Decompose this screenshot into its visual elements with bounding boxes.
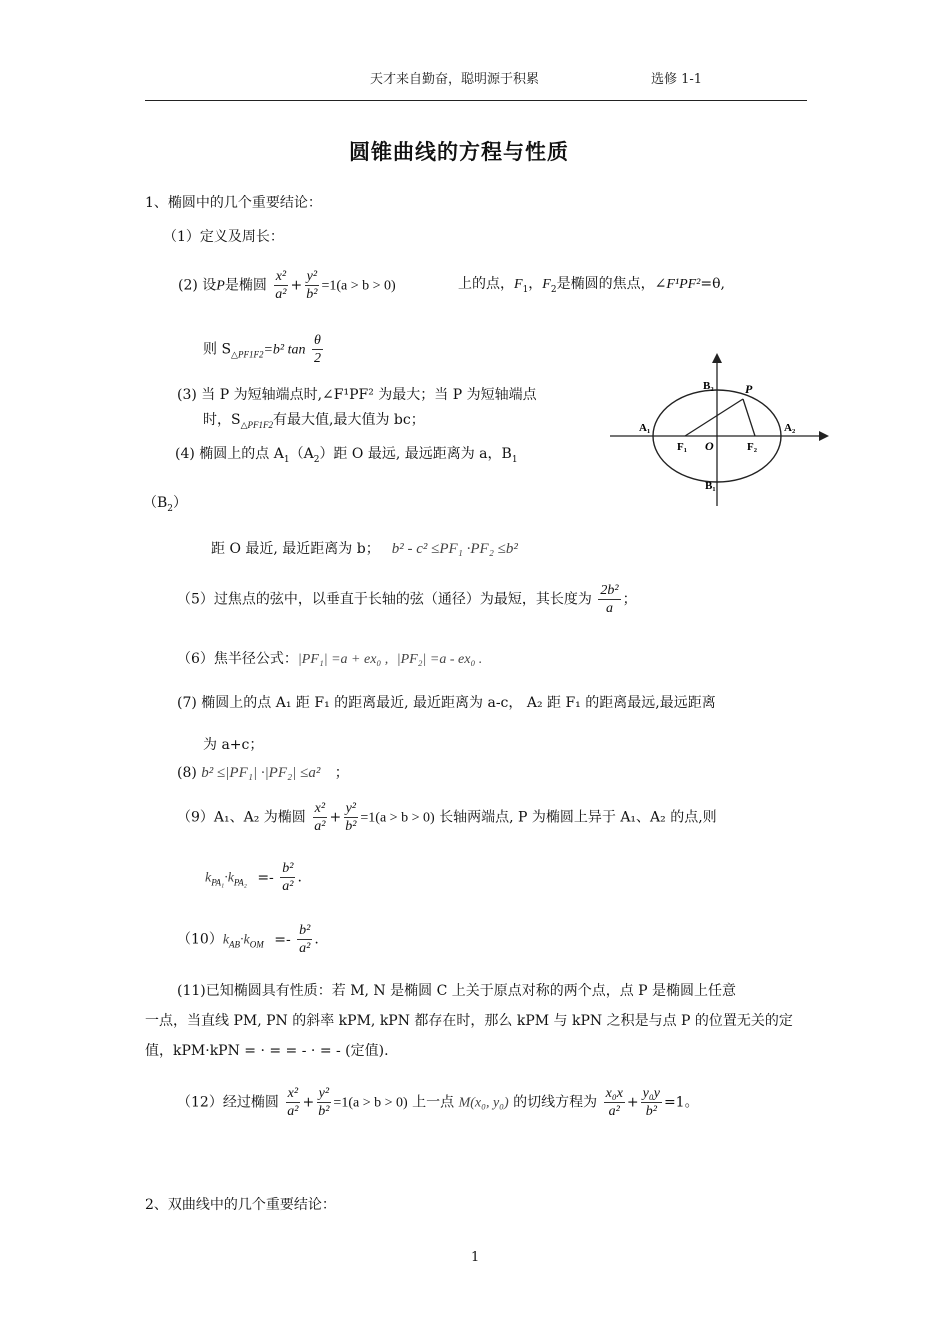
segment-pf1 — [685, 399, 743, 436]
page-number: 1 — [471, 1250, 480, 1265]
item-5: （5）过焦点的弦中，以垂直于长轴的弦（通径）为最短，其长度为 $\frac{\text{2b²}}{a}$ ； — [177, 583, 637, 616]
item-11-line2: 一点，当直线 PM, PN 的斜率 kPM, kPN 都存在时，那么 kPM 与 kPN 之积是与点 P 的位置无关的定 — [145, 1013, 793, 1029]
item-2-line: (2) 设P是椭圆 $\frac{\text{x²}}{\text{a²}}$ + $\frac{\text{y²}}{\text{b²}}$ =1(a > b > 0) — [178, 269, 396, 302]
item-3-line2: 时，$S_{\triangle PF1F2}$有最大值,最大值为 bc； — [203, 412, 425, 430]
item-12: （12）经过椭圆 $\frac{\text{x²}}{\text{a²}}$ + $\frac{\text{y²}}{\text{b²}}$ =1(a > b > 0) 上一点 M(x₀, y₀) 的切线方程为 $\frac{\text{x₀x}}{\text{a²}}$ + $\frac{\text{y₀y}}{\text{b²}}$ =1。 — [177, 1086, 699, 1119]
segment-pf2 — [743, 399, 755, 436]
item-11-line1: (11)已知椭圆具有性质：若 M, N 是椭圆 C 上关于原点对称的两个点，点 P 是椭圆上任意 — [177, 983, 737, 999]
ellipse-fraction-x: $\frac{\text{x²}}{\text{a²}}$ — [275, 269, 287, 302]
label-a2: A₂ — [784, 422, 796, 434]
item-4-line1: (4) 椭圆上的点 $A_1(A_2)$距 O 最远, 最远距离为 a，$B_1$ — [175, 446, 518, 465]
item-3-line1: (3) 当 P 为短轴端点时,∠F¹PF² 为最大；当 P 为短轴端点 — [177, 387, 537, 403]
label-a1: A₁ — [639, 422, 651, 434]
item-7-line2: 为 a+c； — [203, 737, 264, 753]
item-6: （6）焦半径公式：|PF₁| =a + ex₀ , |PF₂| =a - ex₀ . — [177, 651, 483, 667]
header-motto: 天才来自勤奋，聪明源于积累 — [370, 72, 540, 87]
item-7-line1: (7) 椭圆上的点 A₁ 距 F₁ 的距离最近, 最近距离为 a-c， A₂ 距 F₁ 的距离最远,最远距离 — [177, 695, 716, 711]
label-p: P — [745, 382, 753, 396]
label-f1: F₁ — [677, 441, 688, 453]
item-9-slope-product: $k_{PA_1}\cdot k_{PA_2}$ =- $\frac{\text{b²}}{\text{a²}}$ . — [205, 861, 302, 894]
item-4-line2: $(B_2)$ — [143, 495, 188, 514]
label-b2: B₂ — [703, 380, 714, 392]
item-2-tail: 上的点，$F_1$，$F_2$是椭圆的焦点，∠F¹PF²=θ, — [458, 276, 725, 295]
section-heading-hyperbola: 2、双曲线中的几个重要结论： — [145, 1197, 336, 1213]
item-9-line1: （9）A₁、A₂ 为椭圆 $\frac{\text{x²}}{\text{a²}}$ + $\frac{\text{y²}}{\text{b²}}$ =1(a > b > 0) 长轴两端点, P 为椭圆上异于 A₁、A₂ 的点,则 — [177, 801, 717, 834]
ellipse-diagram — [605, 352, 835, 512]
page-title: 圆锥曲线的方程与性质 — [349, 139, 569, 164]
item-2-area-formula: 则 $S_{\triangle PF1F2}=b^2$ tan $\frac{\theta}{2}$ — [203, 333, 321, 366]
label-o: O — [705, 439, 714, 453]
y-axis-arrow-icon — [712, 353, 722, 363]
label-f2: F₂ — [747, 441, 758, 453]
label-b1: B₁ — [705, 480, 716, 492]
ellipse-fraction-y: $\frac{\text{y²}}{\text{b²}}$ — [306, 269, 318, 302]
header-rule — [145, 100, 807, 101]
item-8: (8) b² ≤|PF₁| ·|PF₂| ≤a² ； — [177, 765, 349, 781]
item-4-line3: 距 O 最近, 最近距离为 b； b² - c² ≤PF₁ ·PF₂ ≤b² — [211, 541, 518, 557]
x-axis-arrow-icon — [819, 431, 829, 441]
item-11-line3: 值，kPM·kPN = · = = - · = - (定值). — [145, 1043, 389, 1059]
item-1: （1）定义及周长： — [163, 229, 284, 245]
header-course: 选修 1-1 — [651, 72, 703, 87]
item-10: $(10)k_{AB}\cdot k_{OM}$ =- $\frac{\text{b²}}{\text{a²}}$ . — [177, 923, 319, 956]
section-heading-ellipse: 1、椭圆中的几个重要结论： — [145, 195, 322, 211]
